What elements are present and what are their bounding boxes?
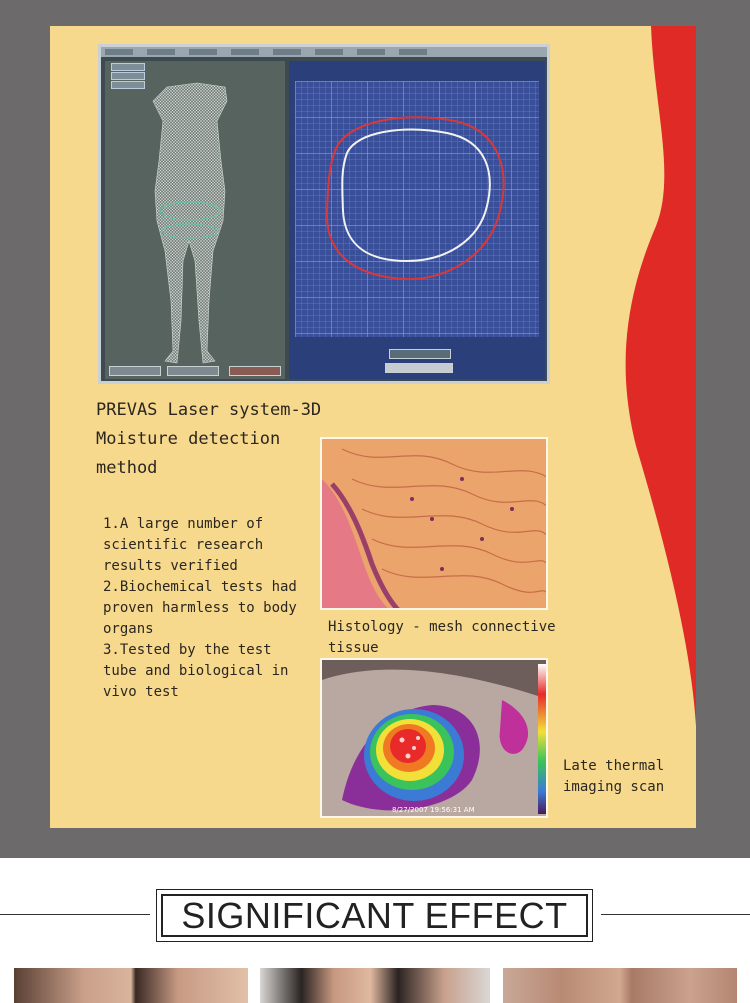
list-line: scientific research xyxy=(103,537,264,553)
body-scan-pane xyxy=(105,61,285,379)
body-scan-figure-icon xyxy=(105,61,285,379)
menu-item xyxy=(273,49,301,55)
status-field xyxy=(385,363,453,373)
heading-line: Moisture detection xyxy=(96,429,281,449)
laser-scan-screenshot xyxy=(98,44,550,384)
menu-item xyxy=(231,49,259,55)
section-title: SIGNIFICANT EFFECT xyxy=(161,894,588,937)
caption-line: imaging scan xyxy=(563,779,665,795)
scan-menubar xyxy=(101,47,547,57)
heading-line: method xyxy=(96,458,158,478)
divider-left xyxy=(0,914,150,915)
heading-line: PREVAS Laser system-3D xyxy=(96,400,322,420)
menu-item xyxy=(315,49,343,55)
thermal-image xyxy=(320,658,548,818)
menu-item xyxy=(189,49,217,55)
face-photo-1 xyxy=(14,968,248,1003)
contour-grid xyxy=(295,81,539,337)
thermal-caption xyxy=(563,756,683,798)
caption-line: Late thermal xyxy=(563,758,665,774)
histology-caption xyxy=(328,617,578,659)
benefits-list xyxy=(103,514,318,703)
menu-item xyxy=(105,49,133,55)
histology-image-icon xyxy=(322,439,548,610)
thermal-timestamp: 8/27/2007 19:56:31 AM xyxy=(392,806,475,814)
face-photo-3 xyxy=(503,968,737,1003)
red-wave-decoration xyxy=(596,26,696,828)
list-line: organs xyxy=(103,621,154,637)
status-field xyxy=(229,366,281,376)
info-poster xyxy=(50,26,696,828)
list-line: tube and biological in xyxy=(103,663,289,679)
contour-plot-pane xyxy=(289,61,545,379)
list-line: 3.Tested by the test xyxy=(103,642,272,658)
caption-line: Histology - mesh connective xyxy=(328,619,556,635)
status-field xyxy=(109,366,161,376)
status-field xyxy=(389,349,451,359)
histology-image xyxy=(320,437,548,610)
menu-item xyxy=(357,49,385,55)
list-line: proven harmless to body xyxy=(103,600,297,616)
list-line: 1.A large number of xyxy=(103,516,264,532)
contour-plot-icon xyxy=(295,81,539,337)
list-line: vivo test xyxy=(103,684,179,700)
menu-item xyxy=(399,49,427,55)
caption-line: tissue xyxy=(328,640,379,656)
list-line: 2.Biochemical tests had xyxy=(103,579,297,595)
status-field xyxy=(167,366,219,376)
face-photo-2 xyxy=(260,968,490,1003)
divider-right xyxy=(601,914,750,915)
thermal-image-icon xyxy=(322,660,548,818)
menu-item xyxy=(147,49,175,55)
section-title-box xyxy=(156,889,593,942)
list-line: results verified xyxy=(103,558,238,574)
